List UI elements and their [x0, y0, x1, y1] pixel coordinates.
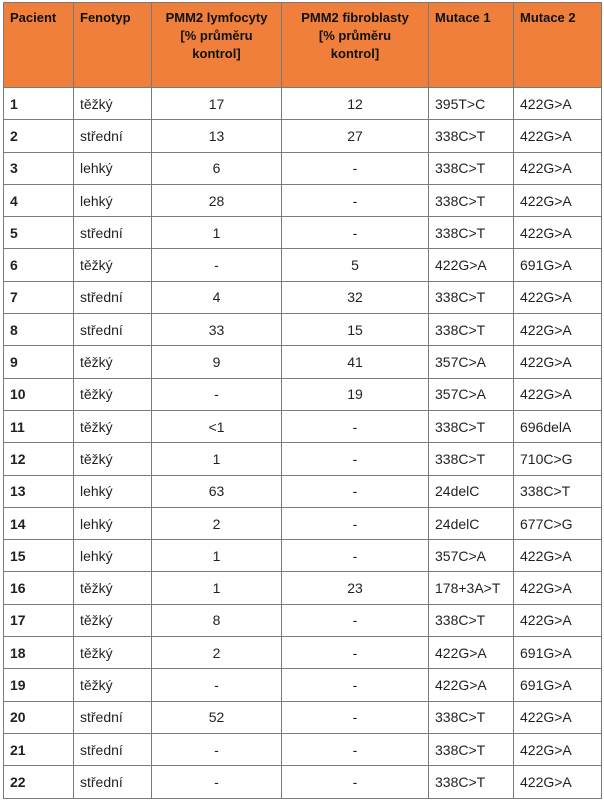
cell-mutace-2: 422G>A — [514, 217, 602, 249]
cell-mutace-1: 338C>T — [429, 604, 514, 636]
cell-mutace-1: 422G>A — [429, 669, 514, 701]
cell-fenotyp: střední — [74, 120, 152, 152]
cell-mutace-1: 338C>T — [429, 152, 514, 184]
cell-pacient: 2 — [4, 120, 74, 152]
cell-pacient: 9 — [4, 346, 74, 378]
cell-mutace-1: 24delC — [429, 475, 514, 507]
cell-mutace-2: 422G>A — [514, 604, 602, 636]
table-row — [4, 475, 602, 507]
cell-mutace-2: 422G>A — [514, 88, 602, 120]
cell-fenotyp: střední — [74, 217, 152, 249]
table-row — [4, 249, 602, 281]
cell-pmm2-fibroblasty: - — [282, 540, 429, 572]
table-row — [4, 733, 602, 765]
cell-pmm2-lymfocyty: 13 — [152, 120, 282, 152]
header-lymfo-line1: PMM2 lymfocyty — [165, 10, 268, 25]
cell-pmm2-lymfocyty: 1 — [152, 540, 282, 572]
cell-mutace-2: 422G>A — [514, 378, 602, 410]
cell-pacient: 7 — [4, 281, 74, 313]
cell-pmm2-lymfocyty: - — [152, 378, 282, 410]
cell-mutace-2: 338C>T — [514, 475, 602, 507]
cell-mutace-1: 338C>T — [429, 410, 514, 442]
header-pacient: Pacient — [4, 3, 74, 88]
cell-mutace-1: 24delC — [429, 507, 514, 539]
cell-pmm2-fibroblasty: 12 — [282, 88, 429, 120]
cell-pacient: 12 — [4, 443, 74, 475]
cell-fenotyp: těžký — [74, 378, 152, 410]
table-row — [4, 410, 602, 442]
cell-fenotyp: těžký — [74, 669, 152, 701]
table-row — [4, 507, 602, 539]
cell-pmm2-lymfocyty: 28 — [152, 184, 282, 216]
cell-pmm2-fibroblasty: - — [282, 637, 429, 669]
cell-pmm2-lymfocyty: - — [152, 249, 282, 281]
cell-mutace-2: 696delA — [514, 410, 602, 442]
cell-mutace-1: 338C>T — [429, 701, 514, 733]
cell-mutace-1: 395T>C — [429, 88, 514, 120]
cell-pmm2-fibroblasty: 5 — [282, 249, 429, 281]
cell-mutace-1: 338C>T — [429, 314, 514, 346]
cell-fenotyp: lehký — [74, 152, 152, 184]
cell-pacient: 10 — [4, 378, 74, 410]
cell-mutace-2: 422G>A — [514, 152, 602, 184]
table-row — [4, 378, 602, 410]
cell-pmm2-fibroblasty: - — [282, 184, 429, 216]
cell-fenotyp: těžký — [74, 572, 152, 604]
table-row — [4, 281, 602, 313]
header-lymfo-line2: [% průměru — [180, 28, 253, 43]
cell-pacient: 21 — [4, 733, 74, 765]
cell-pmm2-fibroblasty: 15 — [282, 314, 429, 346]
patient-mutation-table — [3, 2, 602, 799]
cell-fenotyp: střední — [74, 701, 152, 733]
cell-mutace-1: 357C>A — [429, 540, 514, 572]
cell-pmm2-lymfocyty: 63 — [152, 475, 282, 507]
cell-pmm2-lymfocyty: - — [152, 766, 282, 798]
cell-mutace-1: 338C>T — [429, 217, 514, 249]
table-row — [4, 540, 602, 572]
cell-pmm2-fibroblasty: 32 — [282, 281, 429, 313]
cell-pmm2-fibroblasty: - — [282, 475, 429, 507]
table-row — [4, 184, 602, 216]
cell-mutace-2: 422G>A — [514, 281, 602, 313]
cell-pacient: 11 — [4, 410, 74, 442]
cell-mutace-2: 422G>A — [514, 572, 602, 604]
header-pmm2-lymfocyty — [152, 3, 282, 88]
cell-pmm2-fibroblasty: 19 — [282, 378, 429, 410]
cell-pmm2-lymfocyty: 52 — [152, 701, 282, 733]
cell-fenotyp: lehký — [74, 475, 152, 507]
cell-fenotyp: těžký — [74, 604, 152, 636]
cell-pmm2-lymfocyty: 9 — [152, 346, 282, 378]
cell-mutace-2: 422G>A — [514, 346, 602, 378]
cell-pmm2-lymfocyty: 17 — [152, 88, 282, 120]
cell-mutace-2: 691G>A — [514, 637, 602, 669]
cell-fenotyp: lehký — [74, 507, 152, 539]
table-row — [4, 88, 602, 120]
cell-pmm2-fibroblasty: - — [282, 604, 429, 636]
header-fibro-line2: [% průměru — [318, 28, 392, 43]
cell-pmm2-fibroblasty: 23 — [282, 572, 429, 604]
cell-fenotyp: těžký — [74, 443, 152, 475]
cell-pacient: 4 — [4, 184, 74, 216]
header-row — [4, 3, 602, 88]
table-row — [4, 766, 602, 798]
table-row — [4, 217, 602, 249]
cell-mutace-1: 338C>T — [429, 766, 514, 798]
cell-pmm2-lymfocyty: 33 — [152, 314, 282, 346]
table-row — [4, 604, 602, 636]
cell-pmm2-fibroblasty: - — [282, 217, 429, 249]
cell-pmm2-lymfocyty: 2 — [152, 507, 282, 539]
header-fibro-line1: PMM2 fibroblasty — [301, 10, 409, 25]
cell-pmm2-fibroblasty: - — [282, 507, 429, 539]
cell-mutace-1: 422G>A — [429, 637, 514, 669]
cell-pacient: 16 — [4, 572, 74, 604]
header-fenotyp: Fenotyp — [74, 3, 152, 88]
cell-pmm2-lymfocyty: <1 — [152, 410, 282, 442]
cell-mutace-2: 677C>G — [514, 507, 602, 539]
cell-mutace-2: 422G>A — [514, 540, 602, 572]
cell-pacient: 20 — [4, 701, 74, 733]
cell-pmm2-lymfocyty: 1 — [152, 443, 282, 475]
cell-mutace-2: 422G>A — [514, 733, 602, 765]
cell-mutace-2: 422G>A — [514, 120, 602, 152]
header-mutace-2: Mutace 2 — [514, 3, 602, 88]
cell-pmm2-lymfocyty: - — [152, 733, 282, 765]
cell-pacient: 17 — [4, 604, 74, 636]
table-row — [4, 572, 602, 604]
cell-fenotyp: lehký — [74, 540, 152, 572]
table-row — [4, 443, 602, 475]
cell-fenotyp: těžký — [74, 410, 152, 442]
cell-mutace-1: 338C>T — [429, 281, 514, 313]
cell-pacient: 14 — [4, 507, 74, 539]
cell-mutace-1: 338C>T — [429, 443, 514, 475]
cell-mutace-2: 422G>A — [514, 766, 602, 798]
table-row — [4, 701, 602, 733]
cell-pmm2-fibroblasty: 41 — [282, 346, 429, 378]
cell-pmm2-lymfocyty: 1 — [152, 217, 282, 249]
table-body — [4, 88, 602, 799]
cell-pacient: 13 — [4, 475, 74, 507]
cell-pmm2-lymfocyty: 2 — [152, 637, 282, 669]
cell-fenotyp: střední — [74, 281, 152, 313]
cell-fenotyp: lehký — [74, 184, 152, 216]
table-row — [4, 669, 602, 701]
table-header — [4, 3, 602, 88]
cell-pmm2-lymfocyty: 4 — [152, 281, 282, 313]
cell-pacient: 18 — [4, 637, 74, 669]
cell-mutace-1: 357C>A — [429, 378, 514, 410]
cell-fenotyp: střední — [74, 766, 152, 798]
cell-fenotyp: střední — [74, 314, 152, 346]
cell-mutace-1: 338C>T — [429, 120, 514, 152]
cell-mutace-1: 178+3A>T — [429, 572, 514, 604]
cell-pmm2-lymfocyty: - — [152, 669, 282, 701]
header-lymfo-line3: kontrol] — [192, 46, 241, 61]
cell-fenotyp: těžký — [74, 637, 152, 669]
cell-mutace-2: 691G>A — [514, 669, 602, 701]
cell-pacient: 15 — [4, 540, 74, 572]
cell-pmm2-fibroblasty: - — [282, 766, 429, 798]
cell-pmm2-lymfocyty: 6 — [152, 152, 282, 184]
table-row — [4, 637, 602, 669]
cell-fenotyp: střední — [74, 733, 152, 765]
cell-pmm2-fibroblasty: - — [282, 733, 429, 765]
cell-mutace-2: 422G>A — [514, 184, 602, 216]
cell-mutace-1: 338C>T — [429, 184, 514, 216]
cell-pacient: 19 — [4, 669, 74, 701]
cell-pmm2-lymfocyty: 8 — [152, 604, 282, 636]
cell-mutace-1: 422G>A — [429, 249, 514, 281]
cell-pmm2-fibroblasty: - — [282, 443, 429, 475]
cell-pmm2-fibroblasty: - — [282, 669, 429, 701]
cell-pacient: 8 — [4, 314, 74, 346]
cell-pacient: 3 — [4, 152, 74, 184]
cell-fenotyp: těžký — [74, 88, 152, 120]
cell-pmm2-lymfocyty: 1 — [152, 572, 282, 604]
cell-mutace-2: 710C>G — [514, 443, 602, 475]
table-row — [4, 120, 602, 152]
cell-pacient: 6 — [4, 249, 74, 281]
header-pmm2-fibroblasty — [282, 3, 429, 88]
cell-pacient: 22 — [4, 766, 74, 798]
header-fibro-line3: kontrol] — [330, 46, 380, 61]
cell-pmm2-fibroblasty: - — [282, 152, 429, 184]
cell-mutace-1: 338C>T — [429, 733, 514, 765]
cell-pacient: 1 — [4, 88, 74, 120]
cell-pmm2-fibroblasty: - — [282, 701, 429, 733]
cell-fenotyp: těžký — [74, 249, 152, 281]
cell-fenotyp: těžký — [74, 346, 152, 378]
cell-pmm2-fibroblasty: 27 — [282, 120, 429, 152]
cell-mutace-1: 357C>A — [429, 346, 514, 378]
cell-pacient: 5 — [4, 217, 74, 249]
table-row — [4, 346, 602, 378]
table-row — [4, 152, 602, 184]
cell-pmm2-fibroblasty: - — [282, 410, 429, 442]
cell-mutace-2: 422G>A — [514, 314, 602, 346]
header-mutace-1: Mutace 1 — [429, 3, 514, 88]
cell-mutace-2: 691G>A — [514, 249, 602, 281]
cell-mutace-2: 422G>A — [514, 701, 602, 733]
table-row — [4, 314, 602, 346]
